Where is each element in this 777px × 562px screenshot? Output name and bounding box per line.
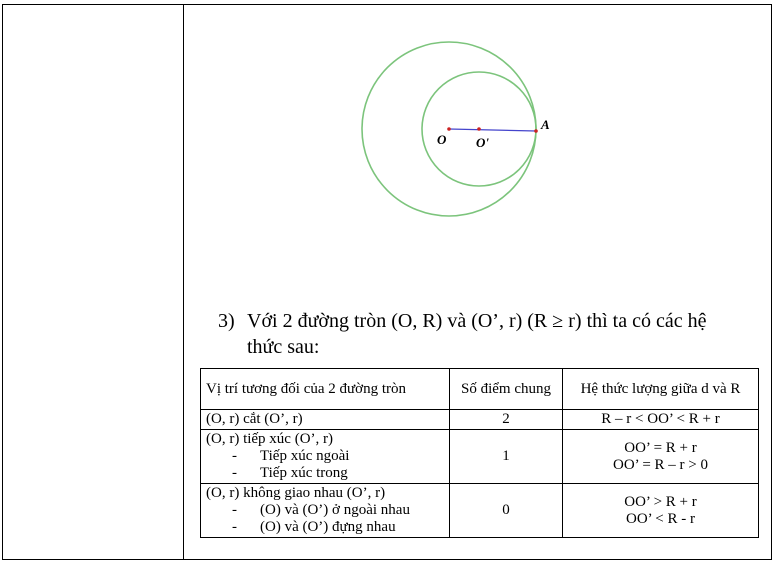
statement-line1: Với 2 đường tròn (O, R) và (O’, r) (R ≥ r) thì ta có các hệ <box>247 310 707 332</box>
statement-number: 3) <box>218 310 235 332</box>
row-tangent-cell <box>201 430 450 484</box>
table-header-row <box>201 369 759 410</box>
row-disjoint-sub-1: - (O) và (O’) ở ngoài nhau <box>232 502 410 518</box>
row-disjoint-count: 0 <box>450 484 563 538</box>
row-tangent-sub-1: - Tiếp xúc ngoài <box>232 448 350 464</box>
statement-line2: thức sau: <box>247 336 320 358</box>
column-divider <box>183 4 184 560</box>
statement <box>218 308 770 360</box>
sub-internal-tangent: Tiếp xúc trong <box>260 465 348 481</box>
row-disjoint-relation-1: OO’ > R + r <box>624 493 697 510</box>
point-O-prime <box>477 127 481 131</box>
row-tangent-relation-1: OO’ = R + r <box>624 439 697 456</box>
table-row <box>201 410 759 430</box>
header-relation: Hệ thức lượng giữa d và R <box>563 369 759 410</box>
row-disjoint-cell <box>201 484 450 538</box>
segment-O-A <box>449 129 536 131</box>
header-position: Vị trí tương đối của 2 đường tròn <box>201 369 450 410</box>
circles-diagram <box>355 35 595 235</box>
table-row <box>201 484 759 538</box>
row-intersect-relation: R – r < OO’ < R + r <box>563 410 759 430</box>
row-tangent-sub-2: - Tiếp xúc trong <box>232 465 348 481</box>
label-A: A <box>541 117 550 132</box>
relations-table <box>200 368 759 538</box>
point-O <box>447 127 451 131</box>
row-disjoint-relation-2: OO’ < R - r <box>625 510 695 527</box>
row-tangent-position: (O, r) tiếp xúc (O’, r) <box>206 431 334 447</box>
row-intersect-position: (O, r) cắt (O’, r) <box>201 410 450 430</box>
row-tangent-relation-2: OO’ = R – r > 0 <box>613 456 708 473</box>
point-A <box>534 129 538 133</box>
row-disjoint-relation-cell <box>563 484 759 538</box>
row-tangent-relation-cell <box>563 430 759 484</box>
sub-external-tangent: Tiếp xúc ngoài <box>260 448 350 464</box>
header-count: Số điểm chung <box>450 369 563 410</box>
row-disjoint-position: (O, r) không giao nhau (O’, r) <box>206 485 386 501</box>
label-O-prime: O' <box>476 135 489 150</box>
label-O: O <box>437 132 447 147</box>
sub-contained: (O) và (O’) đựng nhau <box>260 519 396 535</box>
sub-outside-each-other: (O) và (O’) ở ngoài nhau <box>260 502 410 518</box>
row-intersect-count: 2 <box>450 410 563 430</box>
tangent-circles-figure <box>355 35 595 235</box>
row-tangent-count: 1 <box>450 430 563 484</box>
table-row <box>201 430 759 484</box>
row-disjoint-sub-2: - (O) và (O’) đựng nhau <box>232 519 396 535</box>
